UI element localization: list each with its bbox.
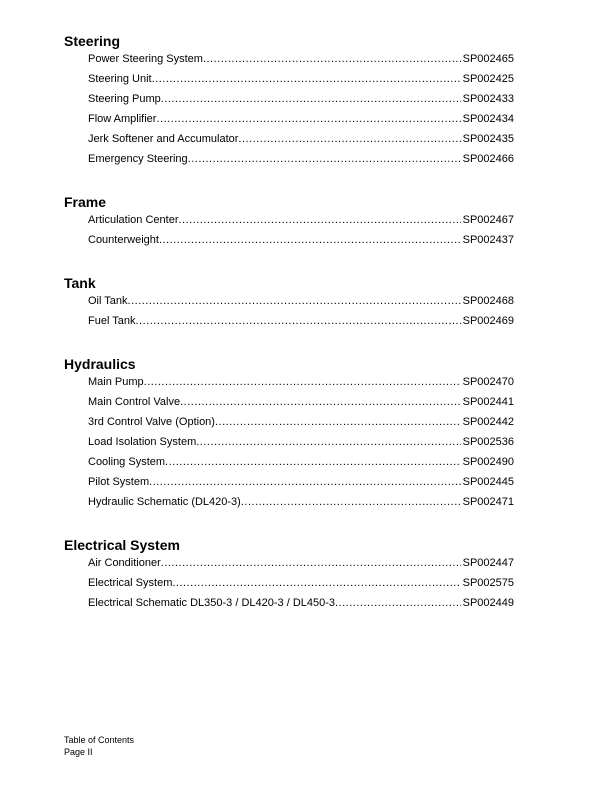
toc-entry-title: Flow Amplifier <box>88 113 157 125</box>
toc-entry-fuel-tank[interactable] <box>64 315 514 335</box>
toc-entry-title: Fuel Tank <box>88 315 136 327</box>
dot-leader <box>136 315 461 328</box>
toc-entry-title: Power Steering System <box>88 53 203 65</box>
toc-entry-hydraulic-schematic[interactable] <box>64 496 514 516</box>
section-title: Frame <box>64 194 107 210</box>
toc-entry-electrical-schematic[interactable] <box>64 597 514 617</box>
toc-entry-title: Air Conditioner <box>88 557 161 569</box>
toc-entry-code: SP002490 <box>462 456 514 468</box>
dot-leader <box>161 557 461 570</box>
dot-leader <box>161 93 461 106</box>
toc-entry-main-control-valve[interactable] <box>64 396 514 416</box>
toc-entry-jerk-softener[interactable] <box>64 133 514 153</box>
section-title: Tank <box>64 275 96 291</box>
section-title: Electrical System <box>64 537 180 553</box>
toc-list <box>64 53 514 173</box>
dot-leader <box>180 396 460 409</box>
dot-leader <box>149 476 460 489</box>
toc-entry-pilot-system[interactable] <box>64 476 514 496</box>
toc-entry-counterweight[interactable] <box>64 234 514 254</box>
dot-leader <box>215 416 461 429</box>
toc-entry-flow-amplifier[interactable] <box>64 113 514 133</box>
toc-entry-code: SP002442 <box>462 416 514 428</box>
toc-entry-code: SP002465 <box>462 53 514 65</box>
toc-entry-code: SP002435 <box>462 133 514 145</box>
toc-entry-air-conditioner[interactable] <box>64 557 514 577</box>
toc-entry-code: SP002425 <box>462 73 514 85</box>
section-frame <box>64 194 514 254</box>
toc-entry-code: SP002575 <box>462 577 514 589</box>
section-electrical-system <box>64 537 514 617</box>
toc-entry-title: 3rd Control Valve (Option) <box>88 416 215 428</box>
toc-entry-cooling-system[interactable] <box>64 456 514 476</box>
toc-entry-code: SP002536 <box>462 436 514 448</box>
toc-entry-title: Main Pump <box>88 376 144 388</box>
toc-entry-articulation-center[interactable] <box>64 214 514 234</box>
dot-leader <box>172 577 460 590</box>
toc-list <box>64 557 514 617</box>
toc-entry-title: Counterweight <box>88 234 159 246</box>
toc-entry-title: Oil Tank <box>88 295 128 307</box>
toc-entry-electrical-system[interactable] <box>64 577 514 597</box>
toc-list <box>64 295 514 335</box>
toc-entry-oil-tank[interactable] <box>64 295 514 315</box>
toc-entry-code: SP002433 <box>462 93 514 105</box>
toc-entry-code: SP002434 <box>462 113 514 125</box>
toc-entry-title: Cooling System <box>88 456 166 468</box>
toc-entry-code: SP002437 <box>462 234 514 246</box>
toc-entry-code: SP002445 <box>462 476 514 488</box>
toc-entry-steering-unit[interactable] <box>64 73 514 93</box>
dot-leader <box>188 153 461 166</box>
toc-entry-code: SP002449 <box>462 597 514 609</box>
toc-entry-code: SP002471 <box>462 496 514 508</box>
toc-entry-title: Pilot System <box>88 476 150 488</box>
dot-leader <box>165 456 461 469</box>
dot-leader <box>238 133 460 146</box>
toc-entry-code: SP002441 <box>462 396 514 408</box>
toc-entry-main-pump[interactable] <box>64 376 514 396</box>
toc-entry-title: Main Control Valve <box>88 396 181 408</box>
section-title: Steering <box>64 33 121 49</box>
dot-leader <box>196 436 460 449</box>
toc-entry-code: SP002447 <box>462 557 514 569</box>
toc-entry-code: SP002467 <box>462 214 514 226</box>
toc-entry-steering-pump[interactable] <box>64 93 514 113</box>
dot-leader <box>159 234 461 247</box>
toc-entry-code: SP002466 <box>462 153 514 165</box>
dot-leader <box>152 73 461 86</box>
toc-entry-power-steering-system[interactable] <box>64 53 514 73</box>
toc-entry-title: Electrical Schematic DL350-3 / DL420-3 / DL450-3 <box>88 597 336 609</box>
toc-entry-load-isolation-system[interactable] <box>64 436 514 456</box>
dot-leader <box>128 295 461 308</box>
dot-leader <box>335 597 461 610</box>
section-steering <box>64 33 514 173</box>
toc-entry-title: Jerk Softener and Accumulator <box>88 133 239 145</box>
dot-leader <box>144 376 461 389</box>
toc-entry-code: SP002468 <box>462 295 514 307</box>
toc-entry-emergency-steering[interactable] <box>64 153 514 173</box>
toc-entry-title: Electrical System <box>88 577 173 589</box>
toc-list <box>64 214 514 254</box>
page-footer <box>64 734 134 758</box>
footer-doc-title: Table of Contents <box>64 735 135 745</box>
toc-entry-title: Articulation Center <box>88 214 179 226</box>
section-tank <box>64 275 514 335</box>
section-hydraulics <box>64 356 514 516</box>
toc-list <box>64 376 514 516</box>
section-title: Hydraulics <box>64 356 136 372</box>
dot-leader <box>241 496 461 509</box>
toc-entry-code: SP002470 <box>462 376 514 388</box>
toc-entry-title: Steering Pump <box>88 93 161 105</box>
toc-entry-title: Steering Unit <box>88 73 152 85</box>
toc-entry-title: Hydraulic Schematic (DL420-3) <box>88 496 241 508</box>
toc-entry-3rd-control-valve[interactable] <box>64 416 514 436</box>
toc-entry-title: Load Isolation System <box>88 436 197 448</box>
dot-leader <box>156 113 460 126</box>
footer-page-number: Page II <box>64 747 93 757</box>
toc-entry-code: SP002469 <box>462 315 514 327</box>
toc-entry-title: Emergency Steering <box>88 153 188 165</box>
dot-leader <box>179 214 461 227</box>
dot-leader <box>203 53 461 66</box>
